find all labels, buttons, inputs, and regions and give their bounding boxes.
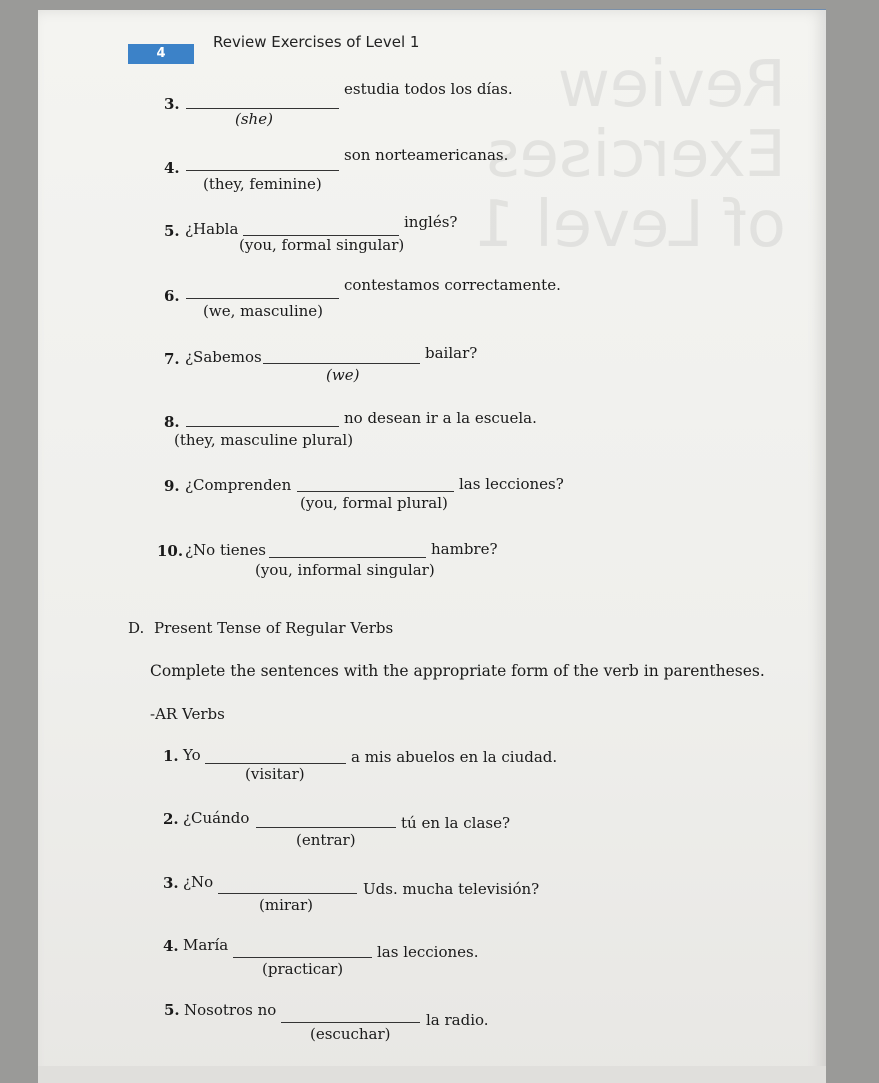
hint-text: (mirar) xyxy=(259,896,314,914)
item-number: 7. xyxy=(164,350,180,368)
sentence-text: contestamos correctamente. xyxy=(344,276,561,294)
hint-text: (visitar) xyxy=(245,765,305,783)
sentence-text: no desean ir a la escuela. xyxy=(344,409,537,427)
hint-text: (you, formal plural) xyxy=(300,494,448,512)
sentence-prefix: Yo xyxy=(183,746,201,764)
chapter-title: Review Exercises of Level 1 xyxy=(213,33,420,51)
sentence-text: a mis abuelos en la ciudad. xyxy=(351,748,558,766)
answer-blank[interactable] xyxy=(186,170,339,171)
answer-blank[interactable] xyxy=(269,557,426,558)
hint-text: (they, masculine plural) xyxy=(174,431,354,449)
item-number: 4. xyxy=(164,159,180,177)
sentence-text: tú en la clase? xyxy=(401,814,511,832)
item-number: 3. xyxy=(164,95,180,113)
answer-blank[interactable] xyxy=(281,1022,420,1023)
sentence-text: estudia todos los días. xyxy=(344,80,513,98)
hint-text: (they, feminine) xyxy=(203,175,322,193)
hint-text: (practicar) xyxy=(262,960,344,978)
hint-text: (entrar) xyxy=(296,831,356,849)
answer-blank[interactable] xyxy=(186,298,339,299)
header-rule xyxy=(128,9,826,10)
sentence-prefix: María xyxy=(183,936,229,954)
sentence-prefix: ¿No xyxy=(183,873,214,891)
subheading-prefix: -AR xyxy=(150,705,178,723)
item-number: 6. xyxy=(164,287,180,305)
sentence-text: Uds. mucha televisión? xyxy=(363,880,540,898)
sentence-text: las lecciones. xyxy=(377,943,479,961)
item-number: 8. xyxy=(164,413,180,431)
hint-text: (you, formal singular) xyxy=(239,236,405,254)
answer-blank[interactable] xyxy=(218,893,357,894)
chapter-number-badge: 4 xyxy=(128,44,194,64)
answer-blank[interactable] xyxy=(186,108,339,109)
answer-blank[interactable] xyxy=(233,957,372,958)
item-number: 4. xyxy=(163,937,179,955)
item-number: 2. xyxy=(163,810,179,828)
bleed-through-text: Review Exercises of Level 1 xyxy=(473,48,786,262)
hint-text: (we) xyxy=(326,366,360,384)
page-bottom-edge xyxy=(38,1066,826,1083)
answer-blank[interactable] xyxy=(205,763,346,764)
sentence-prefix: ¿Cuándo xyxy=(183,809,250,827)
hint-text: (we, masculine) xyxy=(203,302,324,320)
item-number: 9. xyxy=(164,477,180,495)
instructions: Complete the sentences with the appropriate form of the verb in parentheses. xyxy=(150,662,765,680)
sentence-prefix: ¿Habla xyxy=(185,220,239,238)
subheading xyxy=(150,705,225,723)
answer-blank[interactable] xyxy=(186,426,339,427)
item-number: 10. xyxy=(157,542,184,560)
sentence-text: hambre? xyxy=(431,540,498,558)
item-number: 5. xyxy=(164,1001,180,1019)
sentence-text: bailar? xyxy=(425,344,478,362)
sentence-prefix: Nosotros no xyxy=(184,1001,277,1019)
sentence-prefix: ¿No tienes xyxy=(185,541,266,559)
sentence-prefix: ¿Sabemos xyxy=(185,348,262,366)
sentence-text: inglés? xyxy=(404,213,458,231)
hint-text: (she) xyxy=(235,110,273,128)
section-letter: D. xyxy=(128,619,145,637)
answer-blank[interactable] xyxy=(263,363,420,364)
answer-blank[interactable] xyxy=(256,827,396,828)
sentence-prefix: ¿Comprenden xyxy=(185,476,292,494)
item-number: 1. xyxy=(163,747,179,765)
sentence-text: las lecciones? xyxy=(459,475,564,493)
hint-text: (escuchar) xyxy=(310,1025,391,1043)
sentence-text: la radio. xyxy=(426,1011,489,1029)
answer-blank[interactable] xyxy=(297,491,454,492)
item-number: 5. xyxy=(164,222,180,240)
item-number: 3. xyxy=(163,874,179,892)
subheading-suffix: Verbs xyxy=(181,705,225,723)
sentence-text: son norteamericanas. xyxy=(344,146,509,164)
hint-text: (you, informal singular) xyxy=(255,561,435,579)
section-title: Present Tense of Regular Verbs xyxy=(154,619,394,637)
